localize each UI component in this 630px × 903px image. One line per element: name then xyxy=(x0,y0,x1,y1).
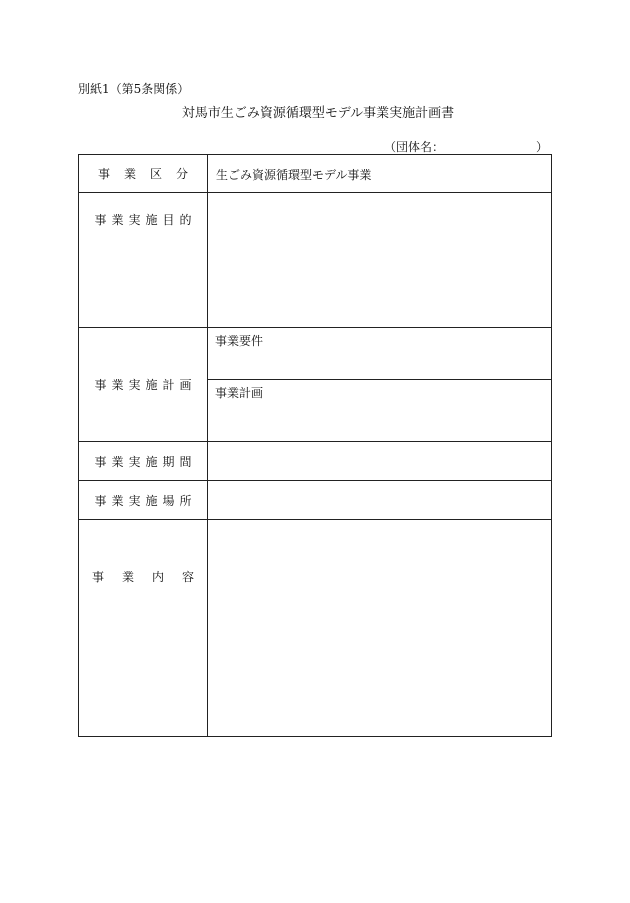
place-value xyxy=(208,481,551,492)
document-title: 対馬市生ごみ資源循環型モデル事業実施計画書 xyxy=(181,106,455,121)
place-label-cell xyxy=(79,481,208,520)
organization-name-line xyxy=(384,138,548,155)
period-value-cell[interactable] xyxy=(208,442,552,481)
period-label: 事業実施期間 xyxy=(94,454,197,469)
organization-name-label: （団体名： xyxy=(384,140,445,154)
purpose-label-cell xyxy=(79,193,208,328)
content-value-cell[interactable] xyxy=(208,520,552,737)
purpose-value xyxy=(208,193,551,204)
annex-label: 別紙1（第5条関係） xyxy=(78,82,190,96)
business-plan-field[interactable] xyxy=(208,380,551,441)
category-label: 事業区分 xyxy=(97,167,202,181)
content-label: 事業内容 xyxy=(91,570,212,584)
content-value xyxy=(208,520,551,531)
plan-label-cell xyxy=(79,328,208,442)
plan-value-cell xyxy=(208,328,552,442)
purpose-row xyxy=(79,193,552,328)
place-value-cell[interactable] xyxy=(208,481,552,520)
content-label-cell xyxy=(79,520,212,737)
category-label-cell xyxy=(79,155,208,193)
purpose-value-cell[interactable] xyxy=(208,193,552,328)
plan-form-table xyxy=(78,154,552,737)
organization-name-close: ） xyxy=(535,140,548,154)
period-row xyxy=(79,442,552,481)
plan-label: 事業実施計画 xyxy=(94,378,197,392)
period-value xyxy=(208,442,551,453)
category-value: 生ごみ資源循環型モデル事業 xyxy=(216,168,372,182)
place-label: 事業実施場所 xyxy=(94,493,197,508)
business-plan-label: 事業計画 xyxy=(215,386,264,400)
requirements-field[interactable] xyxy=(208,328,551,380)
requirements-label: 事業要件 xyxy=(215,334,264,348)
purpose-label: 事業実施目的 xyxy=(94,213,197,227)
category-row xyxy=(79,155,552,193)
content-row xyxy=(79,520,552,737)
period-label-cell xyxy=(79,442,208,481)
plan-row xyxy=(79,328,552,442)
place-row xyxy=(79,481,552,520)
category-value-cell[interactable] xyxy=(208,155,552,193)
